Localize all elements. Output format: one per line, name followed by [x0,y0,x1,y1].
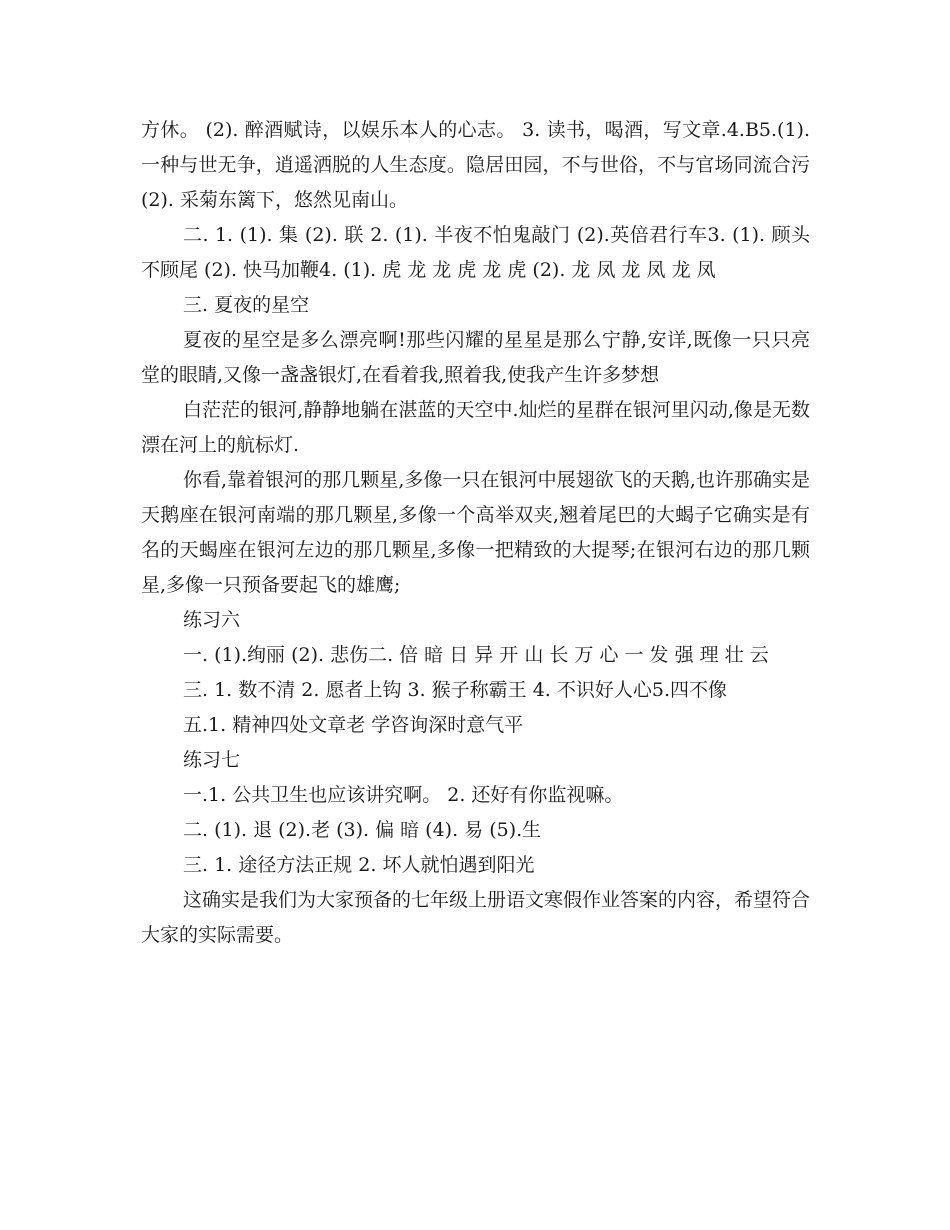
exercise-seven-answer-3: 三. 1. 途径方法正规 2. 坏人就怕遇到阳光 [183,854,535,876]
closing-paragraph: 这确实是我们为大家预备的七年级上册语文寒假作业答案的内容，希望符合大家的实际需要。 [141,889,811,946]
essay-paragraph-1: 夏夜的星空是多么漂亮啊!那些闪耀的星星是那么宁静,安详,既像一只只亮堂的眼睛,又像一盏盏银灯,在看着我,照着我,使我产生许多梦想 [141,329,810,386]
document-body [141,113,810,953]
answer-paragraph-tao-yuanming: 方休。 (2). 醉酒赋诗，以娱乐本人的心志。 3. 读书，喝酒，写文章.4.B5.(1). 一种与世无争，逍遥洒脱的人生态度。隐居田园，不与世俗，不与官场同流合污(2). 采菊东篱下，悠然见南山。 [141,119,810,211]
essay-paragraph-3: 你看,靠着银河的那几颗星,多像一只在银河中展翅欲飞的天鹅,也许那确实是天鹅座在银河南端的那几颗星,多像一个高举双夹,翘着尾巴的大蝎子它确实是有名的天蝎座在银河左边的那几颗星,多像一把精致的大提琴;在银河右边的那几颗星,多像一只预备要起飞的雄鹰; [141,469,810,596]
exercise-six-answer-1: 一. (1).绚丽 (2). 悲伤二. 倍 暗 日 异 开 山 长 万 心 一 发 强 理 壮 云 [183,644,769,666]
section-heading-exercise-six: 练习六 [183,609,241,631]
essay-paragraph-2: 白茫茫的银河,静静地躺在湛蓝的天空中.灿烂的星群在银河里闪动,像是无数漂在河上的航标灯. [141,399,810,456]
exercise-seven-answer-1: 一.1. 公共卫生也应该讲究啊。 2. 还好有你监视嘛。 [183,784,624,806]
exercise-six-answer-5: 五.1. 精神四处文章老 学咨询深时意气平 [183,714,524,736]
section-heading-summer-night-sky: 三. 夏夜的星空 [183,294,310,316]
section-heading-exercise-seven: 练习七 [183,749,241,771]
exercise-seven-answer-2: 二. (1). 退 (2).老 (3). 偏 暗 (4). 易 (5).生 [183,819,542,841]
answer-paragraph-section-two: 二. 1. (1). 集 (2). 联 2. (1). 半夜不怕鬼敲门 (2).英倍君行车3. (1). 顾头不顾尾 (2). 快马加鞭4. (1). 虎 龙 龙 虎 龙 虎 (2). 龙 凤 龙 凤 龙 凤 [141,224,810,281]
exercise-six-answer-3: 三. 1. 数不清 2. 愿者上钩 3. 猴子称霸王 4. 不识好人心5.四不像 [183,679,727,701]
